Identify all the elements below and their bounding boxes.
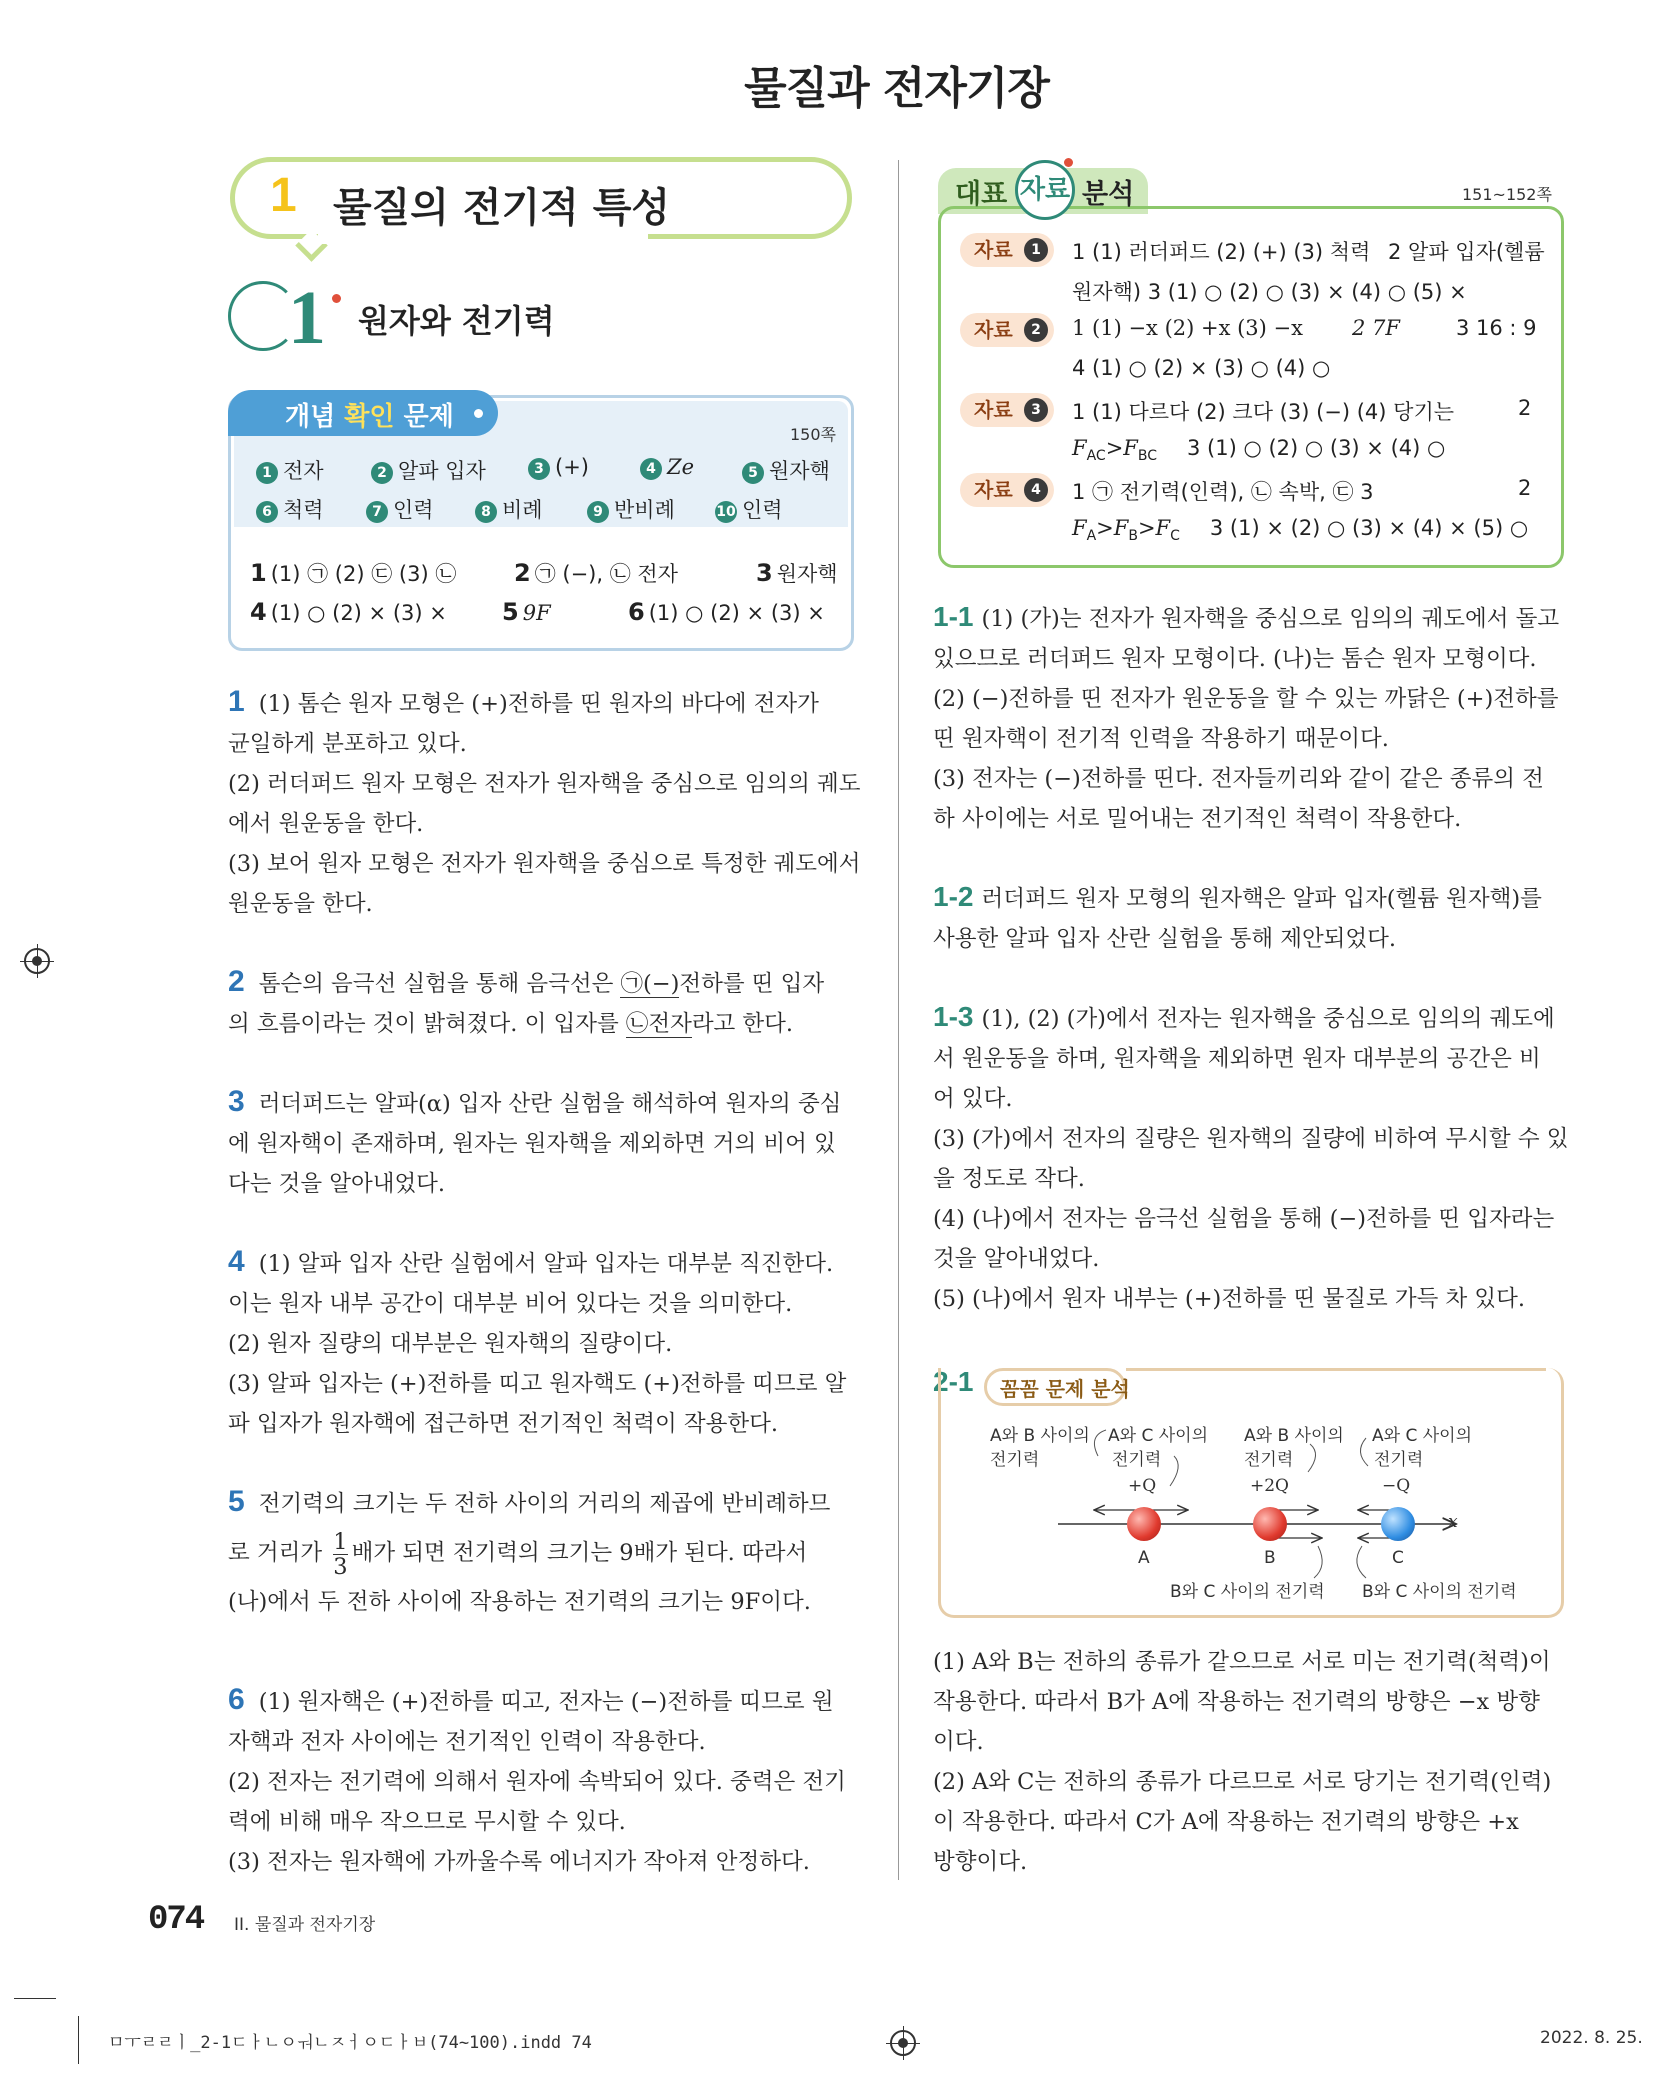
charge-a-ball — [1127, 1507, 1161, 1541]
solution-6: 6 (1) 원자핵은 (+)전하를 띠고, 전자는 (−)전하를 띠므로 원 자핵과 전자 사이에는 전기적인 인력이 작용한다. (2) 전자는 전기력에 의해서 원자에 속박되어 있다. 중력은 전기 력에 비해 매우 작으므로 무시할 수 있다. (3) 전자는 원자핵에 가까울수록 에너지가 작아져 안정하다. — [228, 1683, 846, 1875]
label-bc-force-c: B와 C 사이의 전기력 — [1362, 1582, 1517, 1602]
solution-1-1: 1-1 (1) (가)는 전자가 원자핵을 중심으로 임의의 궤도에서 돌고 있으므로 러더퍼드 원자 모형이다. (나)는 톰슨 원자 모형이다. (2) (−)전하를 띤 전자가 원운동을 할 수 있는 까닭은 (+)전하를 띤 원자핵이 전기적 인력을 작용하기 때문이다. (3) 전자는 (−)전하를 띤다. 전자들끼리와 같이 같은 종류의 전 하 사이에는 서로 밀어내는 전기적인 척력이 작용한다. — [933, 601, 1560, 832]
charge-a-name: A — [1138, 1548, 1150, 1568]
registration-mark — [890, 2030, 916, 2056]
label-bc-force-b: B와 C 사이의 전기력 — [1170, 1582, 1325, 1602]
answer-item: 5 9F — [502, 598, 551, 626]
section-title: 원자와 전기력 — [358, 302, 555, 340]
answer-item: 2 ㉠ (−), ㉡ 전자 — [514, 559, 678, 587]
section-number: 1 — [288, 276, 326, 360]
solution-2-1-number: 2-1 — [933, 1366, 974, 1397]
charge-c-ball — [1381, 1507, 1415, 1541]
concept-check-page: 150쪽 — [790, 425, 836, 444]
label-ac-force-c: A와 C 사이의 전기력 — [1372, 1426, 1472, 1470]
keyword-item: 2 알파 입자 — [371, 455, 486, 485]
label-ac-force: A와 C 사이의 전기력 — [1108, 1426, 1208, 1470]
charge-c-name: C — [1392, 1548, 1404, 1568]
keyword-item: 9 반비례 — [587, 494, 675, 524]
charge-b-value: +2Q — [1250, 1476, 1289, 1496]
print-date: 2022. 8. 25. — [1540, 2028, 1643, 2048]
data-label: 자료 2 — [960, 313, 1054, 347]
fraction: $\frac{1}{3}$ — [333, 1528, 348, 1580]
label-ab-force: A와 B 사이의 전기력 — [990, 1426, 1090, 1470]
data-analysis-title-circle: 자료 — [1015, 160, 1075, 220]
label-ab-force-b: A와 B 사이의 전기력 — [1244, 1426, 1344, 1470]
page-number: 074 — [148, 1901, 204, 1939]
axis-label: x — [1448, 1512, 1458, 1532]
registration-mark — [24, 948, 50, 974]
data-label: 자료 1 — [960, 233, 1054, 267]
charge-b-name: B — [1264, 1548, 1276, 1568]
data-analysis-title-a: 대표 — [955, 179, 1008, 210]
charge-a-value: +Q — [1128, 1476, 1157, 1496]
chapter-title: 물질의 전기적 특성 — [333, 185, 670, 231]
chapter-number: 1 — [270, 169, 297, 222]
solution-2: 2 톰슨의 음극선 실험을 통해 음극선은 ㉠(−)전하를 띤 입자 의 흐름이라는 것이 밝혀졌다. 이 입자를 ㉡전자라고 한다. — [228, 965, 825, 1037]
answer-item: 6 (1) ○ (2) × (3) × — [628, 598, 825, 626]
answer-item: 3 원자핵 — [756, 559, 838, 587]
keyword-item: 1 전자 — [256, 455, 324, 485]
keyword-item: 6 척력 — [256, 494, 324, 524]
print-file-name: ㅁㅜㄹㄹㅣ_2-1ㄷㅏㄴㅇㅝㄴㅈㅓㅇㄷㅏㅂ(74~100).indd 74 — [108, 2033, 592, 2053]
data-label: 자료 4 — [960, 473, 1054, 507]
keyword-item: 8 비례 — [475, 494, 543, 524]
charge-b-ball — [1253, 1507, 1287, 1541]
keyword-item: 10 인력 — [716, 498, 783, 522]
keyword-item: 5 원자핵 — [742, 455, 830, 485]
keyword-item: 3 (+) — [528, 455, 589, 480]
column-divider — [898, 160, 899, 1880]
diagram-tab-title: 꼼꼼 문제 분석 — [1000, 1377, 1130, 1401]
keyword-item: 4 Ze — [640, 455, 694, 480]
concept-check-title: 개념 확인 문제 — [285, 402, 454, 432]
solution-1-2: 1-2 러더퍼드 원자 모형의 원자핵은 알파 입자(헬륨 원자핵)를 사용한 알파 입자 산란 실험을 통해 제안되었다. — [933, 881, 1542, 952]
solution-2-1-text: (1) A와 B는 전하의 종류가 같으므로 서로 미는 전기력(척력)이 작용한다. 따라서 B가 A에 작용하는 전기력의 방향은 −x 방향 이다. (2) A와 C는 전하의 종류가 다르므로 서로 당기는 전기력(인력) 이 작용한다. 따라서 C가 A에 작용하는 전기력의 방향은 +x 방향이다. — [933, 1649, 1552, 1875]
data-analysis-page: 151~152쪽 — [1462, 185, 1552, 204]
section-dot — [332, 294, 341, 303]
charge-c-value: −Q — [1382, 1476, 1411, 1496]
solution-3: 3 러더퍼드는 알파(α) 입자 산란 실험을 해석하여 원자의 중심 에 원자핵이 존재하며, 원자는 원자핵을 제외하면 거의 비어 있 다는 것을 알아내었다. — [228, 1085, 842, 1197]
answer-item: 1 (1) ㉠ (2) ㉢ (3) ㉡ — [250, 559, 457, 587]
page-title: 물질과 전자기장 — [744, 63, 1049, 114]
answer-item: 4 (1) ○ (2) × (3) × — [250, 598, 447, 626]
data-analysis-title-b: 분석 — [1082, 179, 1135, 210]
solution-1-3: 1-3 (1), (2) (가)에서 전자는 원자핵을 중심으로 임의의 궤도에 서 원운동을 하며, 원자핵을 제외하면 원자 대부분의 공간은 비 어 있다. (3) (가)에서 전자의 질량은 원자핵의 질량에 비하여 무시할 수 있 을 정도로 작다. (4) (나)에서 전자는 음극선 실험을 통해 (−)전하를 띤 입자라는 것을 알아내었다. (5) (나)에서 원자 내부는 (+)전하를 띤 물질로 가득 차 있다. — [933, 1001, 1569, 1312]
data-label: 자료 3 — [960, 393, 1054, 427]
solution-4: 4 (1) 알파 입자 산란 실험에서 알파 입자는 대부분 직진한다. 이는 원자 내부 공간이 대부분 비어 있다는 것을 의미한다. (2) 원자 질량의 대부분은 원자핵의 질량이다. (3) 알파 입자는 (+)전하를 띠고 원자핵도 (+)전하를 띠므로 알 파 입자가 원자핵에 접근하면 전기적인 척력이 작용한다. — [228, 1245, 847, 1437]
keyword-item: 7 인력 — [366, 494, 434, 524]
solution-1: 1 (1) 톰슨 원자 모형은 (+)전하를 띤 원자의 바다에 전자가 균일하게 분포하고 있다. (2) 러더퍼드 원자 모형은 전자가 원자핵을 중심으로 임의의 궤도 에서 원운동을 한다. (3) 보어 원자 모형은 전자가 원자핵을 중심으로 특정한 궤도에서 원운동을 한다. — [228, 685, 861, 917]
footer-section: II. 물질과 전자기장 — [234, 1915, 376, 1935]
solution-5: 5 전기력의 크기는 두 전하 사이의 거리의 제곱에 반비례하므 로 거리가 $\frac{1}{3}$ 배가 되면 전기력의 크기는 9배가 된다. 따라서 (나)에서 두 전하 사이에 작용하는 전기력의 크기는 9F이다. — [228, 1485, 831, 1615]
